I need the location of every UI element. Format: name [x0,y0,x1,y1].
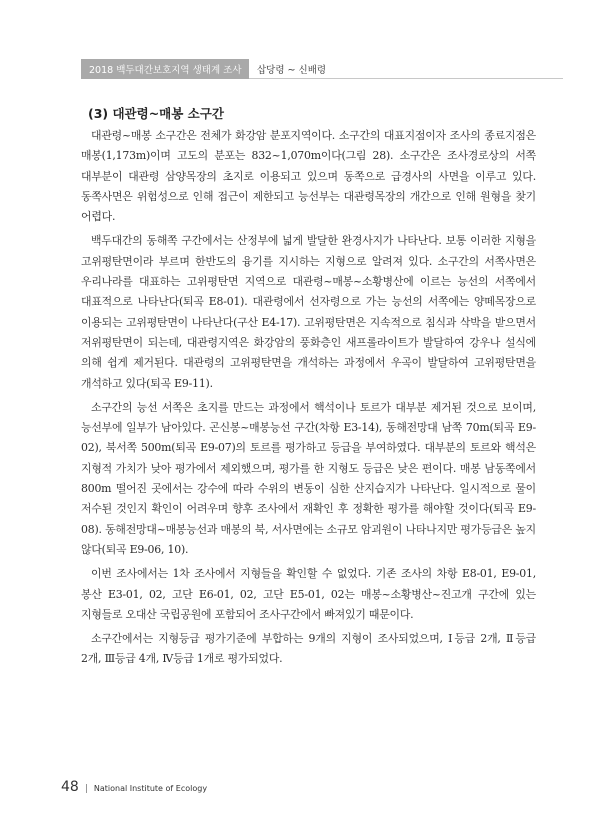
paragraph-3: 소구간의 능선 서쪽은 초지를 만드는 과정에서 핵석이나 토르가 대부분 제거된 것으로 보이며, 능선부에 일부가 남아있다. 곤신봉~매봉능선 구간(차항 E3-14), 동해전망대 남쪽 70m(퇴곡 E9-02), 북서쪽 500m(퇴곡 E9-07)의 토르를 평가하고 등급을 부여하였다. 대부분의 토르와 핵석은 지형적 가치가 낮아 평가에서 제외했으며, 평가를 한 지형도 등급은 낮은 편이다. 매봉 남동쪽에서 800m 떨어진 곳에서는 강수에 따라 수위의 변동이 심한 산지습지가 나타난다. 일시적으로 물이 저수된 것인지 확인이 어려우며 향후 조사에서 재확인 후 정확한 평가를 해야할 것이다(퇴곡 E9-08). 동해전망대~매봉능선과 매봉의 북, 서사면에는 소규모 암괴원이 나타나지만 평가등급은 높지 않다(퇴곡 E9-06, 10). [81,400,536,556]
footer-separator: | [84,784,88,794]
paragraph-4: 이번 조사에서는 1차 조사에서 지형들을 확인할 수 없었다. 기존 조사의 차항 E8-01, E9-01, 봉산 E3-01, 02, 고단 E6-01, 02, 고단 E5-01, 02는 매봉~소황병산~진고개 구간에 있는 지형들로 오대산 국립공원에 포함되어 조사구간에서 빠져있기 때문이다. [81,567,536,621]
paragraph-5: 소구간에서는 지형등급 평가기준에 부합하는 9개의 지형이 조사되었으며, Ⅰ등급 2개, Ⅱ등급 2개, Ⅲ등급 4개, Ⅳ등급 1개로 평가되었다. [81,632,536,666]
paragraph-1: 대관령~매봉 소구간은 전체가 화강암 분포지역이다. 소구간의 대표지점이자 조사의 종료지점은 매봉(1,173m)이며 고도의 분포는 832~1,070m이다(그림 28). 소구간은 조사경로상의 서쪽 대부분이 대관령 삼양목장의 초지로 이용되고 있으며 동쪽으로 급경사의 사면을 이루고 있다. 동쪽사면은 위험성으로 인해 접근이 제한되고 능선부는 대관령목장의 개간으로 인해 원형을 찾기 어렵다. [81,129,536,224]
paragraph-2: 백두대간의 동해쪽 구간에서는 산정부에 넓게 발달한 완경사지가 나타난다. 보통 이러한 지형을 고위평탄면이라 부르며 한반도의 융기를 지시하는 지형으로 알려져 있다. 소구간의 서쪽사면은 우리나라를 대표하는 고위평탄면 지역으로 대관령~매봉~소황병산에 이르는 능선의 서쪽에서 대표적으로 나타난다(퇴곡 E8-01). 대관령에서 선자령으로 가는 능선의 서쪽에는 양떼목장으로 이용되는 고위평탄면이 나타난다(구산 E4-17). 고위평탄면은 지속적으로 침식과 삭박을 받으면서 저위평탄면이 되는데, 대관령지역은 화강암의 풍화층인 새프롤라이트가 발달하여 강우나 설식에 의해 쉽게 제거된다. 대관령의 고위평탄면을 개석하는 과정에서 우곡이 발달하여 고위평탄면을 개석하고 있다(퇴곡 E9-11). [81,234,536,390]
running-header [81,59,563,79]
body-text [81,126,536,674]
page-number: 48 [61,779,79,795]
report-title: 2018 백두대간보호지역 생태계 조사 [81,59,249,79]
section-range: 삽당령 ~ 신배령 [249,59,563,79]
institution-name: National Institute of Ecology [93,784,208,793]
page-footer [61,779,207,795]
section-title: (3) 대관령~매봉 소구간 [88,106,224,121]
